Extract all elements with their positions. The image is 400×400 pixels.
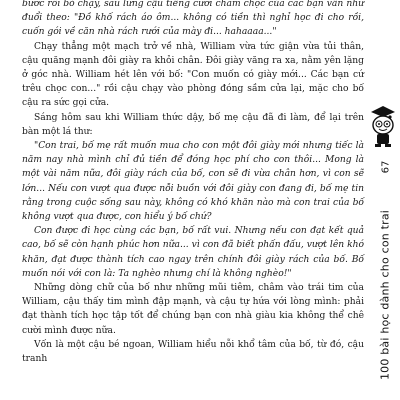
paragraph: Con được đi học cùng các bạn, bố rất vui. Nhưng nếu con đạt kết quả cao, bố sẽ còn hạnh phúc hơn nữa... vì con đã biết phấn đấu, vượt lên khó khăn, đạt được thành tích cao ngay trên chính đôi giày rách của bố. Bố muốn nói với con là: Ta nghèo nhưng chí là không nghèo!" <box>22 226 364 279</box>
paragraph: Chạy thẳng một mạch trở về nhà, William vừa tức giận vừa tủi thân, cậu quăng mạnh đôi giày ra khỏi chân. Đôi giày văng ra xa, nằm yên lặng ở góc nhà. William hét lên với bố: "Con muốn có giày mới... Các bạn cứ trêu chọc con..." rồi cậu chạy vào phòng đóng sầm cửa lại, mặc cho bố cậu ra sức gọi cửa. <box>22 41 364 109</box>
paragraph: "Con trai, bố mẹ rất muốn mua cho con một đôi giày mới nhưng tiếc là năm nay nhà mình chỉ đủ tiền để đóng học phí cho con thôi... Mong là một vài năm nữa, đôi giày rách của bố, con sẽ đi vừa chân hơn, vì con sẽ lớn... Nếu con vượt qua được nỗi buồn với đôi giày con đang đi, bố mẹ tin rằng trong cuộc sống sau này, không có khó khăn nào mà con trai của bố không vượt qua được, con hiểu ý bố chứ? <box>22 141 364 223</box>
paragraph: Vốn là một cậu bé ngoan, William hiểu nỗi khổ tâm của bố, từ đó, cậu tranh <box>22 339 364 365</box>
page-number-text: 67 <box>380 160 392 174</box>
paragraph: bước rồi bỏ chạy, sau lưng cậu tiếng cười châm chọc của các bạn vẫn như đuổi theo: "Đồ khố rách áo ôm... không có tiền thì nghỉ học đi cho rồi, cuốn gói về căn nhà rách rưới của mày đi... hahaaaa..." <box>22 0 364 38</box>
body-text <box>22 0 364 366</box>
running-title <box>376 190 394 400</box>
paragraph: Những dòng chữ của bố như những mũi tiêm, châm vào trái tim của William, cậu thấy tim mình đập mạnh, và cậu tự hứa với lòng mình: phải đạt thành tích học tập tốt để chúng bạn con nhà giàu kia không thể chê cười mình được nữa. <box>22 283 364 336</box>
graduate-boy-icon <box>368 103 398 149</box>
paragraph: Sáng hôm sau khi William thức dậy, bố mẹ cậu đã đi làm, để lại trên bàn một lá thư: <box>22 112 364 137</box>
page-number <box>377 157 395 177</box>
running-title-text: 100 bài học dành cho con trai <box>378 209 392 381</box>
